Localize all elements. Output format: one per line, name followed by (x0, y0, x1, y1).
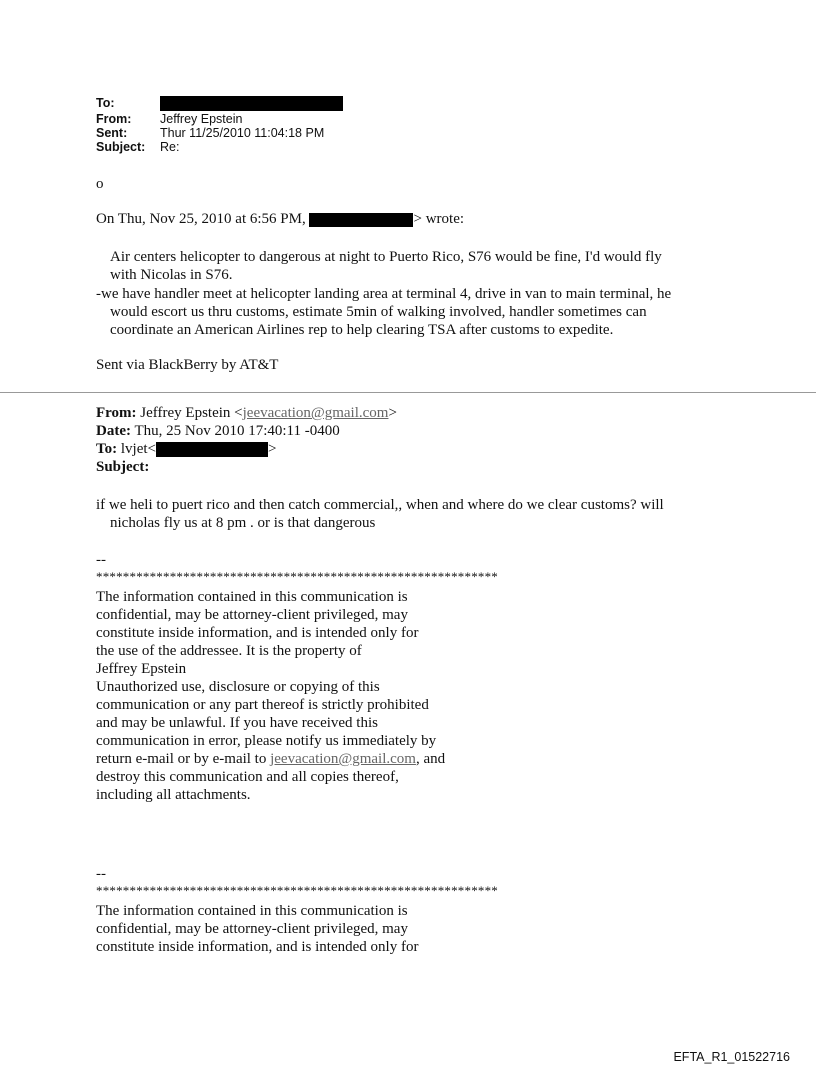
fwd-subject-row (96, 458, 149, 476)
disclaimer-line: Unauthorized use, disclosure or copying of this (96, 679, 380, 695)
disclaimer-line: communication in error, please notify us immediately by (96, 733, 437, 749)
quoted-line: Air centers helicopter to dangerous at night to Puerto Rico, S76 would be fine, I'd would fly (110, 249, 662, 265)
disclaimer-line: communication or any part thereof is strictly prohibited (96, 697, 429, 713)
header-sent-row (96, 126, 324, 140)
reply-text: o (96, 176, 104, 192)
quoted-line: would escort us thru customs, estimate 5min of walking involved, handler sometimes can (110, 304, 647, 320)
from-label: From: (96, 112, 132, 126)
disclaimer-line: destroy this communication and all copies thereof, (96, 769, 399, 785)
disclaimer-line: and may be unlawful. If you have received this (96, 715, 378, 731)
disclaimer-line: the use of the addressee. It is the property of (96, 643, 362, 659)
fwd-date-value: Thu, 25 Nov 2010 17:40:11 -0400 (130, 423, 340, 439)
fwd-to-row (96, 440, 276, 458)
redaction-bar (156, 442, 268, 457)
fwd-date-row (96, 422, 340, 440)
disclaimer-stars: ************************************************************ (96, 569, 498, 584)
quoted-line: coordinate an American Airlines rep to help clearing TSA after customs to expedite. (110, 322, 614, 338)
sent-label: Sent: (96, 126, 128, 140)
redaction-bar (309, 213, 413, 227)
subject-label: Subject: (96, 140, 146, 154)
quote-suffix: > wrote: (413, 211, 465, 227)
fwd-from-close: > (388, 405, 397, 421)
fwd-from-email-link[interactable]: jeevacation@gmail.com (242, 405, 389, 421)
fwd-message-line: if we heli to puert rico and then catch commercial,, when and where do we clear customs? will (96, 497, 664, 513)
disclaimer-line: including all attachments. (96, 787, 251, 803)
disclaimer-text: return e-mail or by e-mail to (96, 751, 271, 767)
redaction-bar (160, 96, 343, 111)
disclaimer-line: Jeffrey Epstein (96, 661, 187, 677)
fwd-to-value: lvjet< (117, 441, 156, 457)
to-label: To: (96, 96, 115, 110)
disclaimer-block (96, 902, 516, 956)
quoted-line: with Nicolas in S76. (110, 267, 233, 283)
document-id: EFTA_R1_01522716 (673, 1050, 790, 1064)
fwd-to-close: > (268, 441, 277, 457)
header-from-row (96, 112, 242, 126)
disclaimer-line (96, 750, 516, 768)
fwd-to-label: To: (96, 441, 118, 457)
subject-value: Re: (160, 140, 180, 154)
disclaimer-dashes: -- (96, 552, 106, 568)
quoted-line: -we have handler meet at helicopter landing area at terminal 4, drive in van to main terminal, he (96, 286, 672, 302)
quote-attribution (96, 210, 464, 228)
fwd-message-body (96, 496, 776, 532)
disclaimer-text: , and (415, 751, 446, 767)
quoted-paragraph-2 (96, 285, 776, 339)
disclaimer-line: confidential, may be attorney-client privileged, may (96, 921, 408, 937)
disclaimer-line: constitute inside information, and is intended only for (96, 625, 419, 641)
from-value: Jeffrey Epstein (160, 112, 243, 126)
quote-prefix: On Thu, Nov 25, 2010 at 6:56 PM, (96, 211, 310, 227)
fwd-from-label: From: (96, 405, 137, 421)
divider (0, 392, 816, 393)
disclaimer-stars: ************************************************************ (96, 883, 498, 898)
disclaimer-email-link[interactable]: jeevacation@gmail.com (270, 751, 416, 767)
fwd-from-name: Jeffrey Epstein < (136, 405, 243, 421)
disclaimer-dashes: -- (96, 866, 106, 882)
sent-via-signature: Sent via BlackBerry by AT&T (96, 357, 279, 373)
disclaimer-line: confidential, may be attorney-client privileged, may (96, 607, 408, 623)
fwd-from-row (96, 404, 397, 422)
disclaimer-line: constitute inside information, and is intended only for (96, 939, 419, 955)
sent-value: Thur 11/25/2010 11:04:18 PM (160, 126, 325, 140)
disclaimer-line: The information contained in this communication is (96, 589, 408, 605)
header-to-row (96, 96, 343, 111)
fwd-date-label: Date: (96, 423, 131, 439)
header-subject-row (96, 140, 179, 154)
disclaimer-line: The information contained in this communication is (96, 903, 408, 919)
disclaimer-block (96, 588, 516, 804)
quoted-paragraph-1 (110, 248, 770, 284)
fwd-message-line: nicholas fly us at 8 pm . or is that dangerous (110, 515, 376, 531)
fwd-subject-label: Subject: (96, 459, 150, 475)
